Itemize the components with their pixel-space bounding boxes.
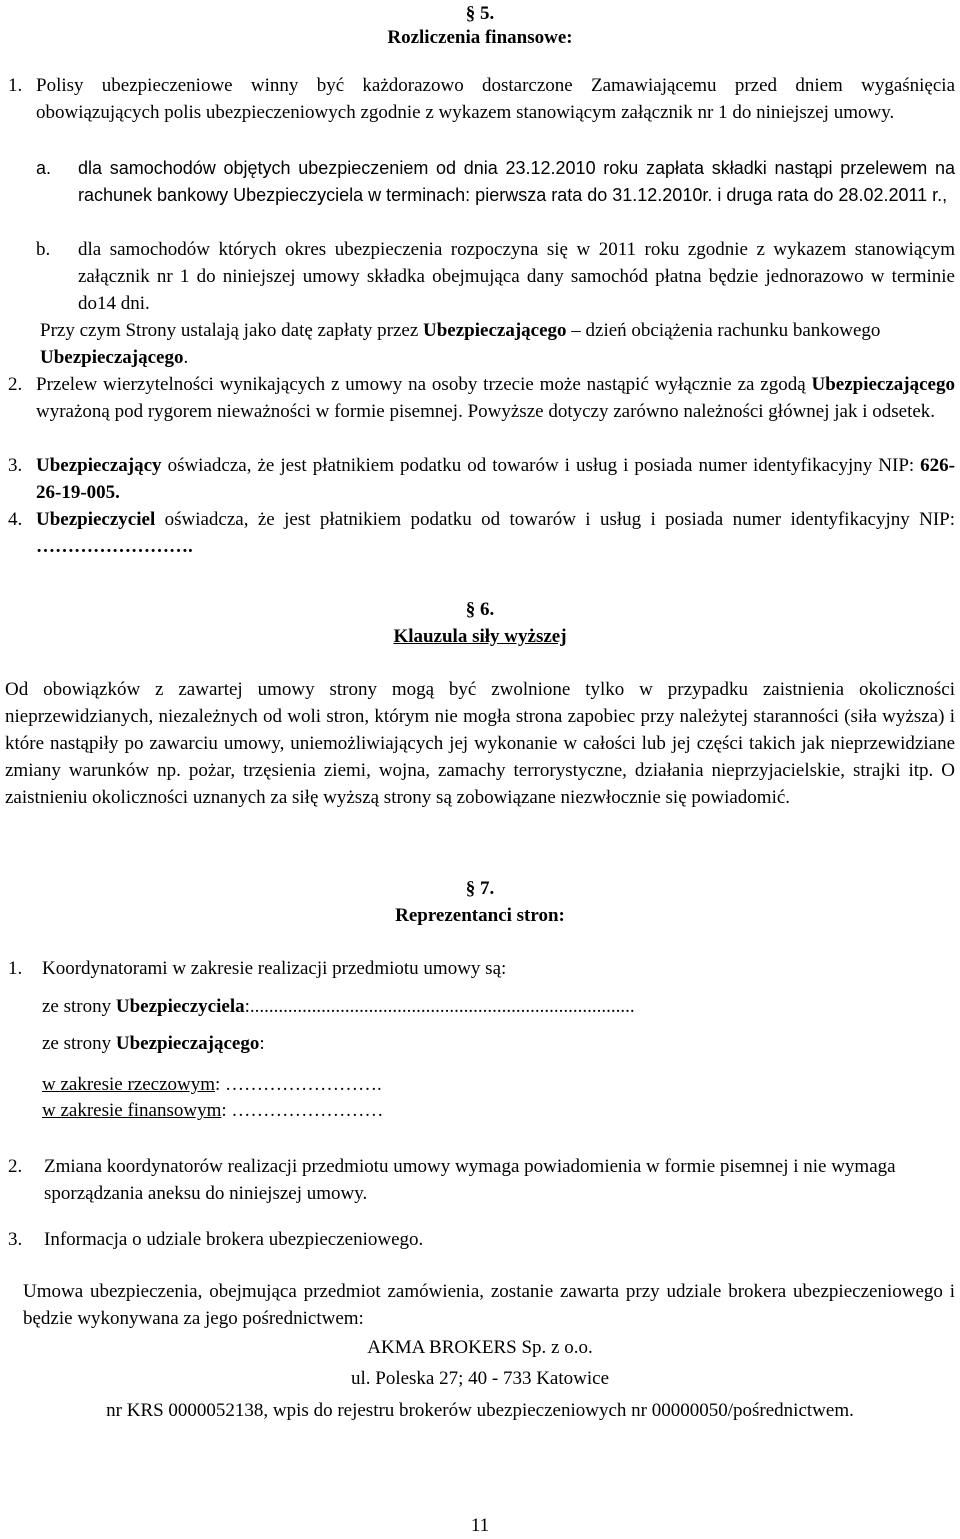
section5-p3-number: 3. — [8, 455, 23, 476]
section6-heading: § 6. — [465, 599, 495, 620]
coordinator-insured-line: ze strony Ubezpieczającego: — [42, 1033, 265, 1054]
section7-p2-number: 2. — [8, 1156, 23, 1177]
section7-heading: § 7. — [465, 878, 495, 899]
section7-p2-text: Zmiana koordynatorów realizacji przedmiotu umowy wymaga powiadomienia w formie pisemnej i nie wymaga sporządzania aneksu do niniejszej umowy. — [44, 1156, 896, 1204]
section5-payment-date-text: Przy czym Strony ustalają jako datę zapłaty przez Ubezpieczającego – dzień obciążenia rachunku bankowego Ubezpieczającego. — [40, 320, 881, 368]
section5-b-number: b. — [36, 239, 51, 260]
section7-p3-number: 3. — [8, 1229, 23, 1250]
section5-p4-number: 4. — [8, 509, 23, 530]
coordinator-financial-line: w zakresie finansowym: …………………… — [42, 1100, 384, 1121]
section5-p2-number: 2. — [8, 374, 23, 395]
section5-p1-text: Polisy ubezpieczeniowe winny być każdorazowo dostarczone Zamawiającemu przed dniem wygaśnięcia obowiązujących polis ubezpieczeniowych zgodnie z wykazem stanowiącym załącznik nr 1 do niniejszej umowy. — [36, 75, 955, 123]
section5-p3-text: Ubezpieczający oświadcza, że jest płatnikiem podatku od towarów i usług i posiada numer identyfikacyjny NIP: 626-26-19-005. — [36, 455, 955, 503]
section6-title: Klauzula siły wyższej — [393, 626, 567, 647]
section5-p2-text: Przelew wierzytelności wynikających z umowy na osoby trzecie może nastąpić wyłącznie za zgodą Ubezpieczającego wyrażoną pod rygorem nieważności w formie pisemnej. Powyższe dotyczy zarówno należności głównej jak i odsetek. — [36, 374, 955, 422]
section7-title: Reprezentanci stron: — [395, 905, 565, 926]
section5-title: Rozliczenia finansowe: — [387, 27, 573, 48]
section5-b-text: dla samochodów których okres ubezpieczenia rozpoczyna się w 2011 roku zgodnie z wykazem stanowiącym załącznik nr 1 do niniejszej umowy składka obejmująca dany samochód płatna będzie jednorazowo w terminie do14 dni. — [78, 239, 955, 314]
broker-paragraph: Umowa ubezpieczenia, obejmująca przedmiot zamówienia, zostanie zawarta przy udziale brokera ubezpieczeniowego i będzie wykonywana za jego pośrednictwem: — [23, 1281, 955, 1329]
section5-a-text: dla samochodów objętych ubezpieczeniem od dnia 23.12.2010 roku zapłata składki nastąpi przelewem na rachunek bankowy Ubezpieczyciela w terminach: pierwsza rata do 31.12.2010r. i druga rata do 28.02.2011 r., — [78, 158, 955, 205]
section7-p1-number: 1. — [8, 958, 23, 979]
page-number: 11 — [470, 1515, 490, 1536]
coordinator-insurer-line: ze strony Ubezpieczyciela:................................................................................. — [42, 996, 635, 1017]
section5-p4-text: Ubezpieczyciel oświadcza, że jest płatnikiem podatku od towarów i usług i posiada numer identyfikacyjny NIP: ……………………. — [36, 509, 955, 557]
coordinator-material-line: w zakresie rzeczowym: ……………………. — [42, 1074, 382, 1095]
section6-text: Od obowiązków z zawartej umowy strony mogą być zwolnione tylko w przypadku zaistnienia okoliczności nieprzewidzianych, niezależnych od woli stron, którym nie mogła strona zapobiec przy należytej staranności (siła wyższa) i które nastąpiły po zawarciu umowy, uniemożliwiających jej wykonanie w całości lub jej części takich jak nieprzewidziane zmiany warunków np. pożar, trzęsienia ziemi, wojna, zamachy terrorystyczne, działania nieprzyjacielskie, strajki itp. O zaistnieniu okoliczności uznanych za siłę wyższą strony są zobowiązane niezwłocznie się powiadomić. — [5, 679, 955, 808]
section5-p1-number: 1. — [8, 75, 23, 96]
section7-p1-text: Koordynatorami w zakresie realizacji przedmiotu umowy są: — [42, 958, 507, 979]
broker-krs: nr KRS 0000052138, wpis do rejestru brokerów ubezpieczeniowych nr 00000050/pośrednictwem. — [106, 1400, 854, 1421]
broker-address: ul. Poleska 27; 40 - 733 Katowice — [350, 1368, 610, 1389]
section7-p3-text: Informacja o udziale brokera ubezpieczeniowego. — [44, 1229, 424, 1250]
broker-name: AKMA BROKERS Sp. z o.o. — [367, 1337, 593, 1358]
section5-heading: § 5. — [465, 3, 495, 24]
section5-a-number: a. — [36, 158, 52, 178]
